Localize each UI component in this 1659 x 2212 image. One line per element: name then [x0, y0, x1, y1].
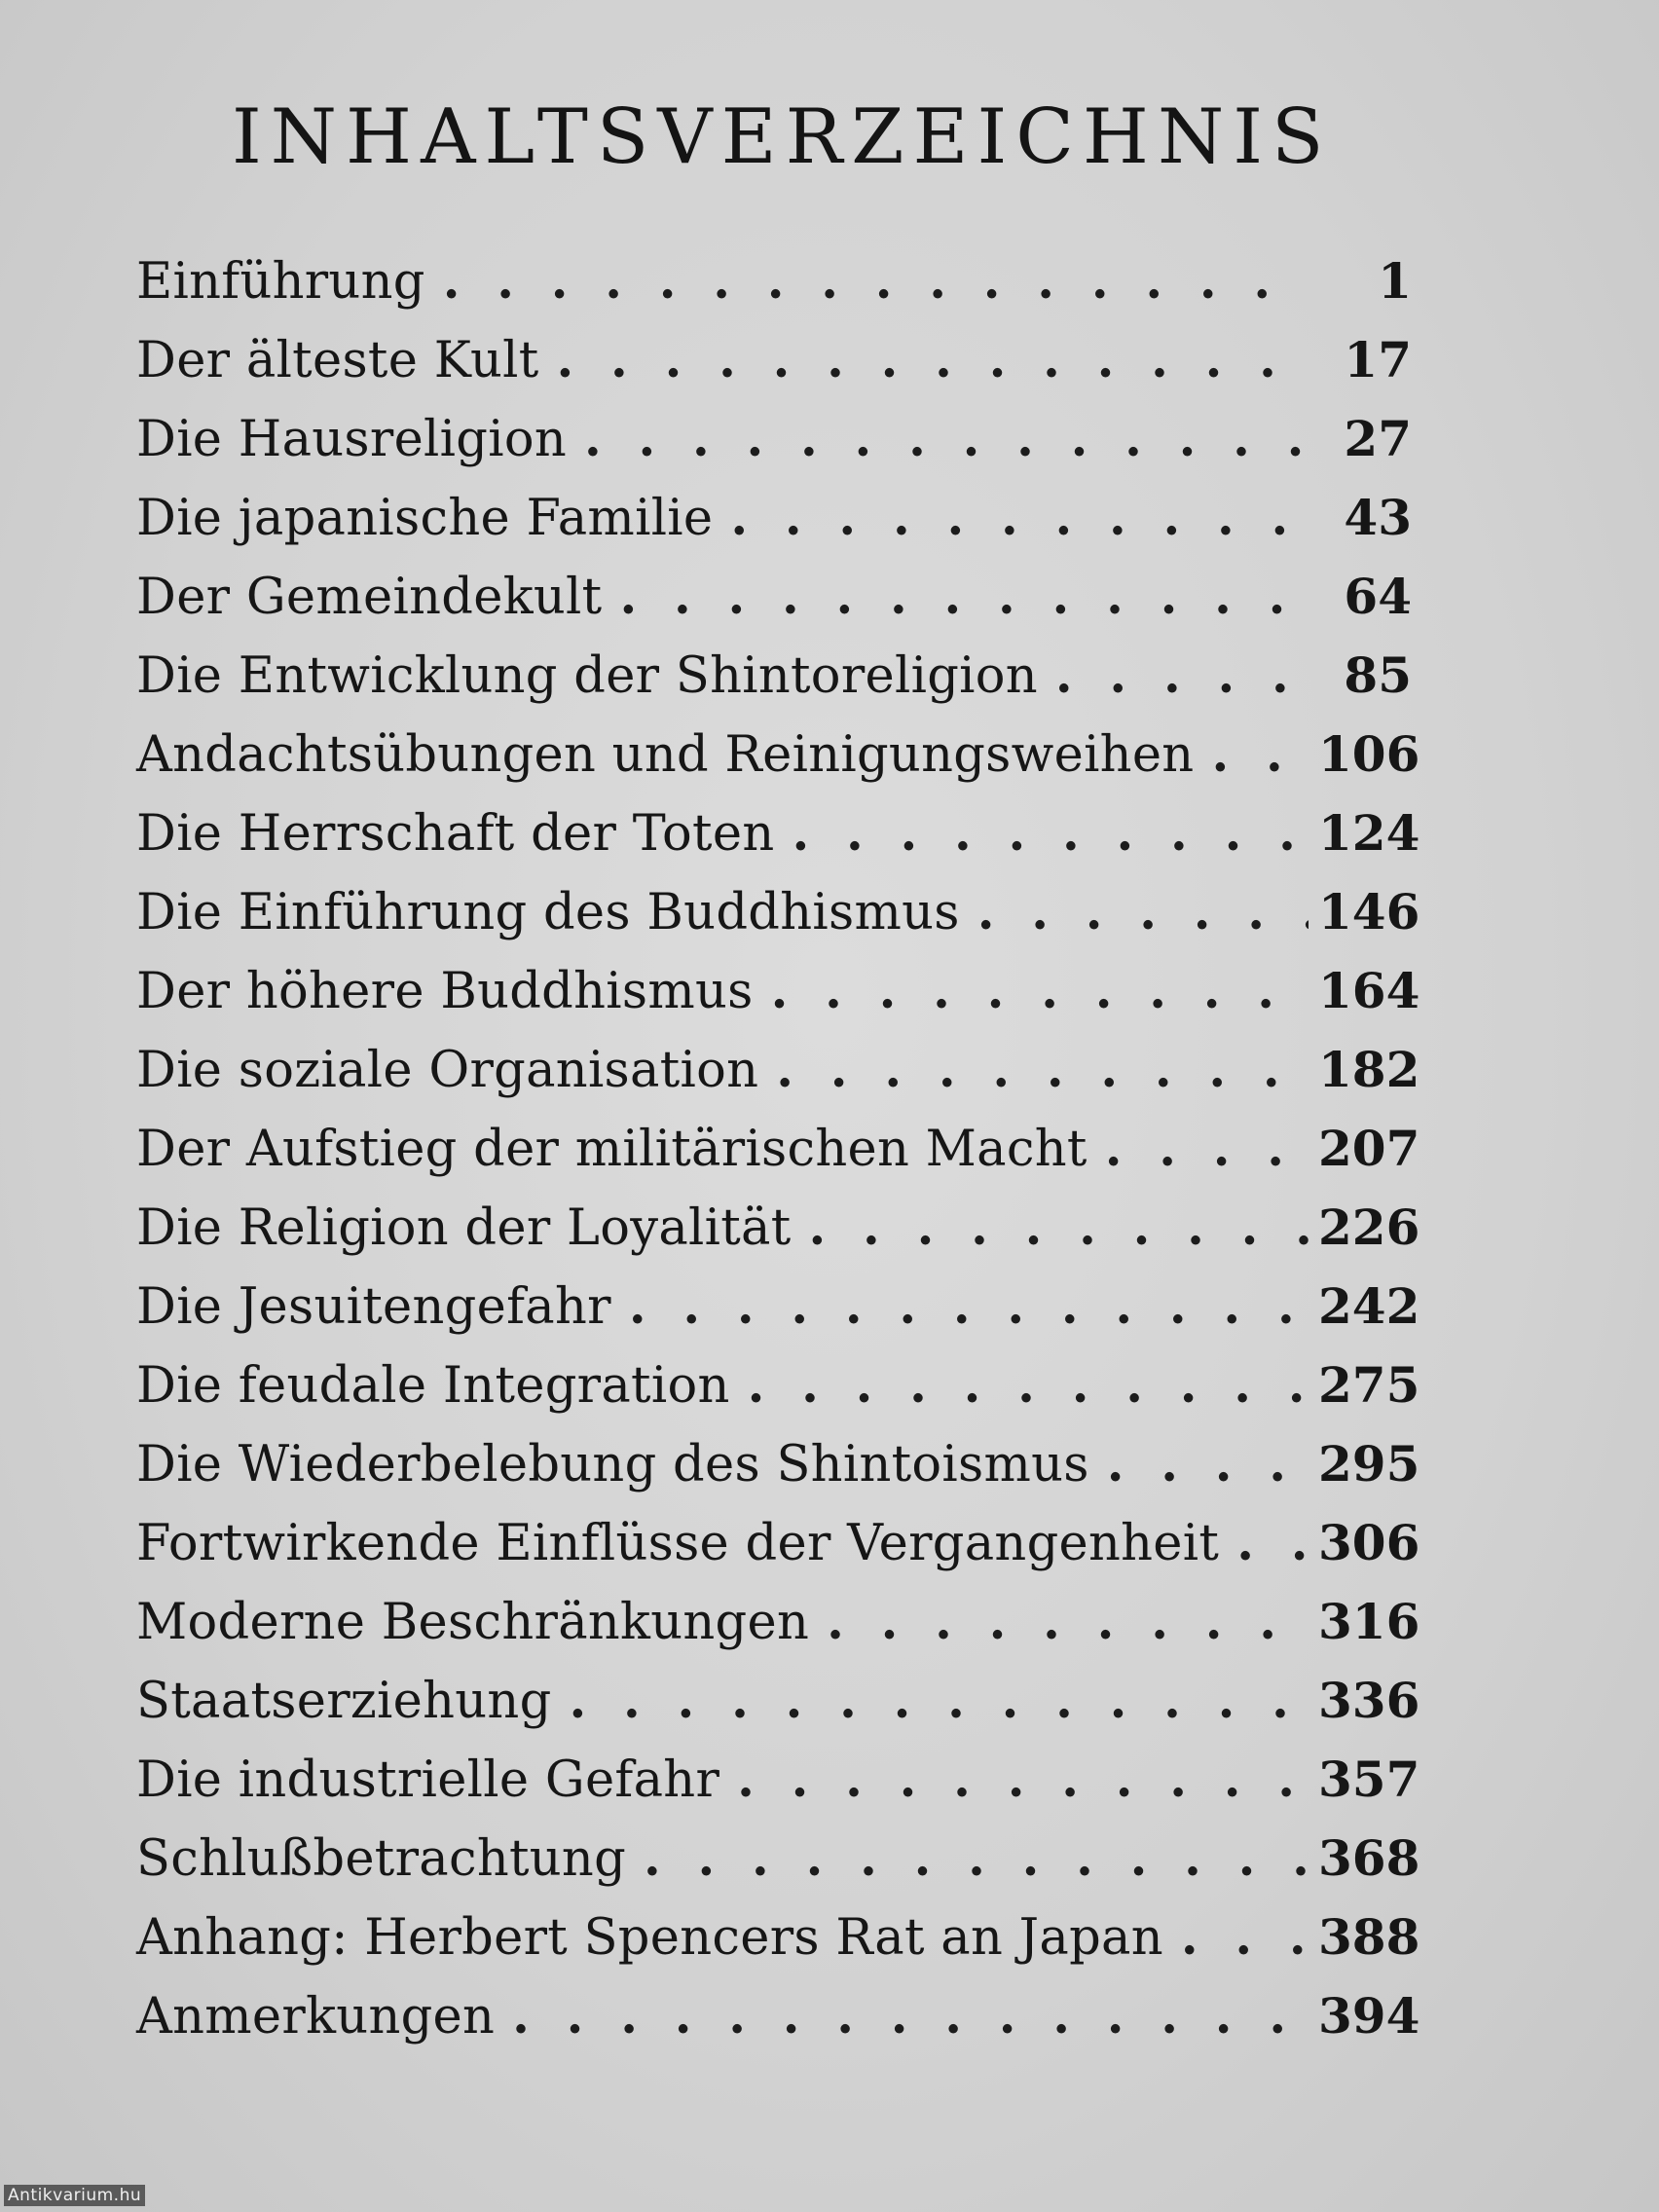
dot-leader [792, 794, 1309, 873]
table-of-contents [136, 241, 1420, 2055]
toc-entry-title: Die Wiederbelebung des Shintoismus [136, 1436, 1089, 1493]
toc-entry-title: Einführung [136, 253, 425, 311]
toc-entry [136, 1346, 1420, 1424]
toc-entry-title: Die Jesuitengefahr [136, 1278, 611, 1336]
toc-entry [136, 793, 1420, 872]
dot-leader [619, 558, 1309, 637]
toc-entry-title: Andachtsübungen und Reinigungsweihen [136, 726, 1195, 784]
dot-leader [644, 1820, 1309, 1899]
toc-entry-title: Die Hausreligion [136, 411, 567, 468]
toc-entry-page: 207 [1318, 1120, 1420, 1177]
toc-entry-page: 242 [1318, 1277, 1420, 1335]
dot-leader [737, 1741, 1309, 1820]
toc-entry-page: 336 [1318, 1672, 1420, 1729]
toc-entry [136, 1898, 1420, 1976]
toc-entry-title: Moderne Beschränkungen [136, 1594, 810, 1651]
toc-entry-page: 226 [1318, 1198, 1420, 1256]
toc-entry-title: Fortwirkende Einflüsse der Vergangenheit [136, 1515, 1220, 1572]
toc-entry [136, 1740, 1420, 1819]
dot-leader [1181, 1899, 1309, 1977]
toc-entry [136, 715, 1420, 793]
toc-entry [136, 636, 1412, 715]
dot-leader [1211, 716, 1309, 794]
toc-entry [136, 557, 1412, 636]
toc-entry-title: Die soziale Organisation [136, 1042, 759, 1099]
dot-leader [771, 952, 1309, 1031]
toc-entry [136, 951, 1420, 1030]
toc-entry-title: Der Gemeindekult [136, 569, 603, 626]
toc-entry-page: 295 [1318, 1435, 1420, 1493]
toc-entry-page: 394 [1318, 1987, 1420, 2045]
toc-entry-page: 1 [1378, 252, 1412, 310]
dot-leader [570, 1662, 1309, 1741]
toc-entry-title: Die feudale Integration [136, 1357, 730, 1415]
toc-entry [136, 1424, 1420, 1503]
toc-entry [136, 399, 1412, 478]
toc-entry-title: Staatserziehung [136, 1673, 552, 1730]
toc-entry-title: Die japanische Familie [136, 490, 714, 547]
toc-entry-title: Die industrielle Gefahr [136, 1751, 720, 1809]
toc-entry-page: 275 [1318, 1356, 1420, 1414]
page-title: INHALTSVERZEICHNIS [232, 93, 1333, 181]
toc-entry [136, 1188, 1420, 1267]
toc-entry-page: 106 [1318, 725, 1420, 783]
dot-leader [443, 242, 1309, 321]
toc-entry-page: 27 [1344, 410, 1412, 467]
toc-entry-page: 357 [1318, 1751, 1420, 1808]
toc-entry [136, 1819, 1420, 1898]
toc-entry-page: 43 [1344, 489, 1412, 546]
watermark: Antikvarium.hu [4, 2185, 145, 2206]
toc-entry [136, 872, 1420, 951]
toc-entry-page: 182 [1318, 1041, 1420, 1098]
toc-entry [136, 1976, 1420, 2055]
dot-leader [1236, 1504, 1309, 1583]
toc-entry [136, 241, 1412, 320]
dot-leader [827, 1583, 1309, 1662]
dot-leader [776, 1031, 1309, 1110]
dot-leader [512, 1977, 1309, 2056]
toc-entry-title: Der älteste Kult [136, 332, 539, 389]
dot-leader [1107, 1425, 1309, 1504]
dot-leader [748, 1346, 1309, 1425]
toc-entry-title: Der Aufstieg der militärischen Macht [136, 1121, 1088, 1178]
toc-entry-title: Die Herrschaft der Toten [136, 805, 775, 863]
dot-leader [730, 479, 1309, 558]
toc-entry-title: Die Religion der Loyalität [136, 1199, 792, 1257]
toc-entry [136, 1109, 1420, 1188]
toc-entry-page: 85 [1344, 646, 1412, 704]
toc-entry-page: 388 [1318, 1908, 1420, 1966]
toc-entry-page: 316 [1318, 1593, 1420, 1650]
toc-entry-page: 368 [1318, 1829, 1420, 1887]
toc-entry [136, 1503, 1420, 1582]
toc-entry-page: 124 [1318, 804, 1420, 862]
toc-entry-page: 306 [1318, 1514, 1420, 1571]
toc-entry-page: 64 [1344, 568, 1412, 625]
dot-leader [584, 400, 1309, 479]
toc-entry [136, 1661, 1420, 1740]
dot-leader [977, 873, 1309, 952]
toc-entry [136, 1582, 1420, 1661]
dot-leader [1105, 1110, 1309, 1189]
dot-leader [629, 1268, 1309, 1346]
toc-entry-title: Der höhere Buddhismus [136, 963, 754, 1020]
toc-entry-title: Die Entwicklung der Shintoreligion [136, 647, 1038, 705]
toc-entry [136, 1030, 1420, 1109]
toc-entry-page: 146 [1318, 883, 1420, 940]
dot-leader [557, 321, 1309, 400]
dot-leader [809, 1189, 1309, 1268]
toc-entry-title: Schlußbetrachtung [136, 1830, 627, 1888]
toc-entry [136, 478, 1412, 557]
toc-entry-page: 17 [1344, 331, 1412, 388]
toc-entry-title: Die Einführung des Buddhismus [136, 884, 960, 941]
toc-entry-page: 164 [1318, 962, 1420, 1019]
dot-leader [1055, 637, 1309, 716]
toc-entry [136, 1267, 1420, 1346]
toc-entry-title: Anhang: Herbert Spencers Rat an Japan [136, 1909, 1163, 1967]
toc-entry-title: Anmerkungen [136, 1988, 496, 2046]
toc-entry [136, 320, 1412, 399]
